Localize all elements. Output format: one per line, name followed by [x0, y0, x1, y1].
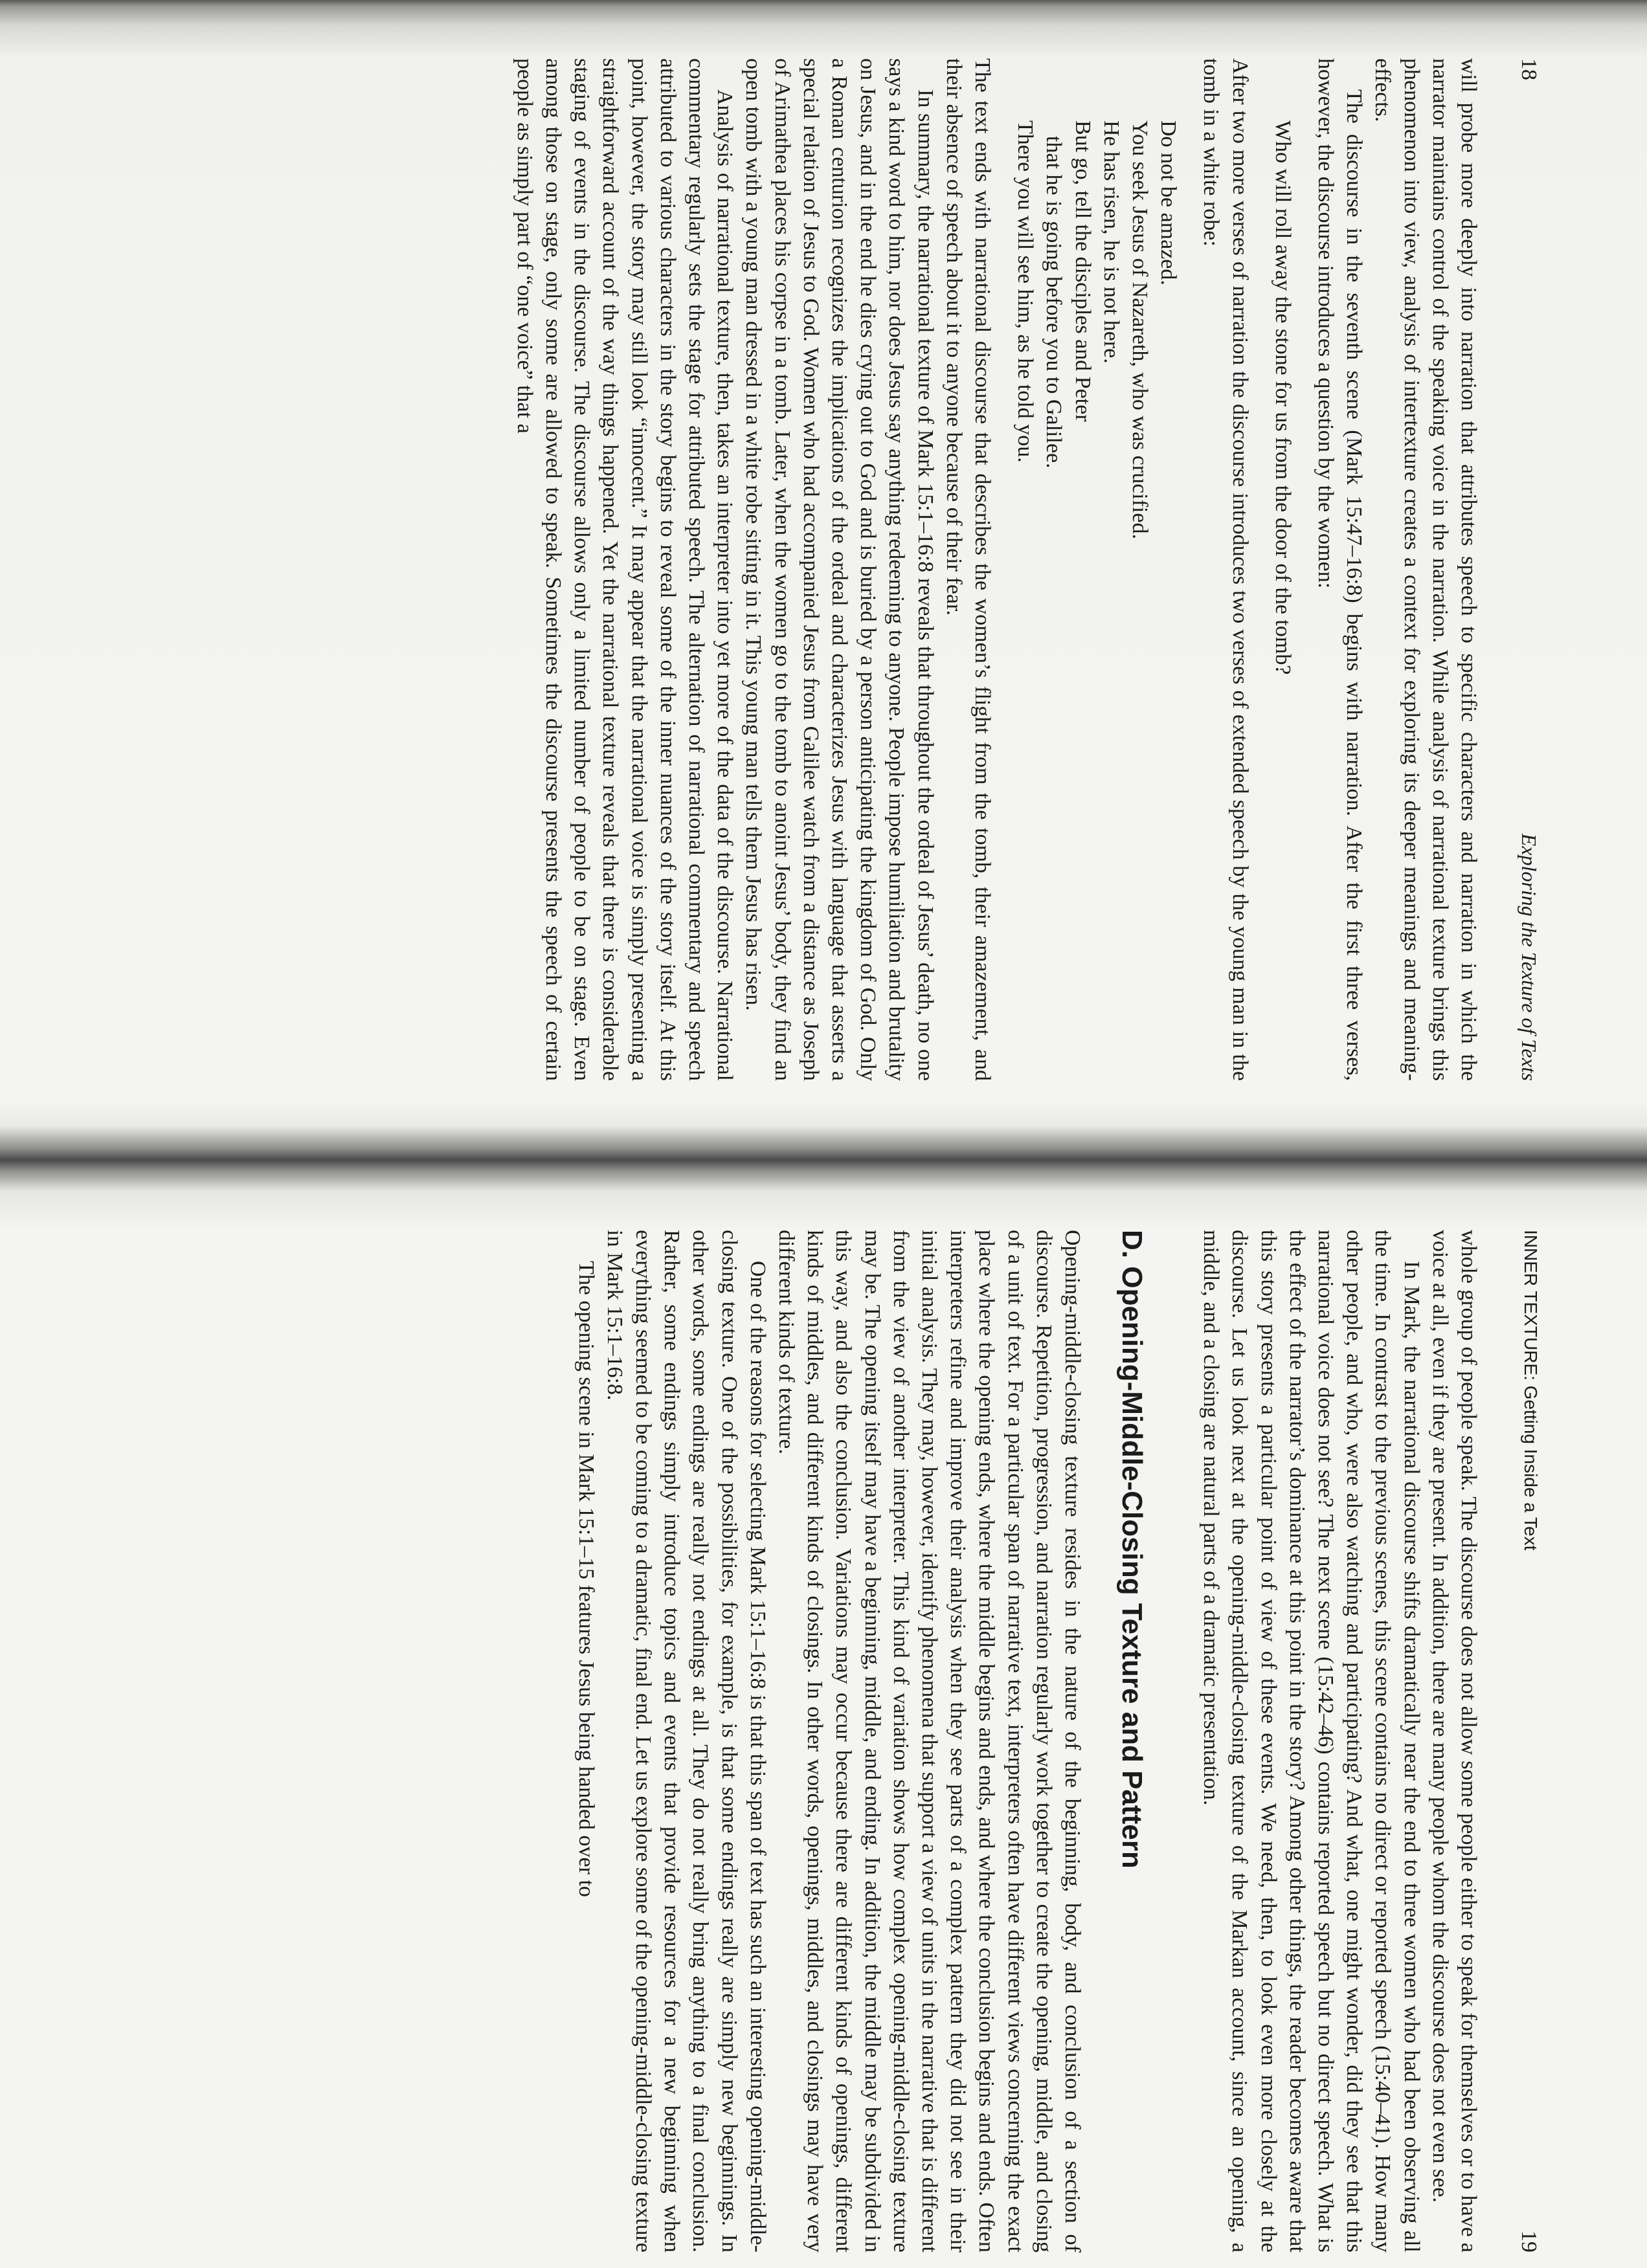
- left-page: [129, 58, 1541, 1081]
- paragraph: Analysis of narrational texture, then, takes an interpreter into yet more of the data of the discourse. Narrational commentary regularly sets the stage for attributed speech. The alternation of narrational commentary and speech attributed to various characters in the story begins to reveal some of the inner nuances of the story itself. At this point, however, the story may still look “innocent.” It may appear that the narrational voice is simply presenting a straightforward account of the way things happened. Yet the narrational texture reveals that there is considerable staging of events in the discourse. The discourse allows only a limited number of people to be on stage. Even among those on stage, only some are allowed to speak. Sometimes the discourse presents the speech of certain people as simply part of “one voice” that a: [512, 58, 737, 1081]
- right-page: [129, 1230, 1541, 2252]
- running-head-title: Exploring the Texture of Texts: [1518, 833, 1541, 1081]
- paragraph: In summary, the narrational texture of Mark 15:1–16:8 reveals that throughout the ordeal of Jesus’ death, no one says a kind word to him, nor does Jesus say anything redeeming to anyone. People impose humiliation and brutality on Jesus, and in the end he dies crying out to God and is buried by a person anticipating the kingdom of God. Only a Roman centurion recognizes the implications of the ordeal and characterizes Jesus with language that asserts a special relation of Jesus to God. Women who had accompanied Jesus from Galilee watch from a distance as Joseph of Arimathea places his corpse in a tomb. Later, when the women go to the tomb to anoint Jesus’ body, they find an open tomb with a young man dressed in a white robe sitting in it. This young man tells them Jesus has risen.: [741, 58, 937, 1081]
- page-body: [510, 58, 1483, 1081]
- running-head-title: INNER TEXTURE: Getting Inside a Text: [1521, 1230, 1541, 1551]
- running-head: [1502, 1230, 1541, 2252]
- paragraph: After two more verses of narration the discourse introduces two verses of extended speech by the young man in the tomb in a white robe:: [1199, 58, 1252, 1081]
- verse-line: But go, tell the disciples and Peter: [1070, 120, 1095, 422]
- verse-quote: [1011, 120, 1182, 1081]
- running-head: [1502, 58, 1541, 1081]
- verse-line: He has risen, he is not here.: [1099, 120, 1123, 364]
- paragraph: whole group of people speak. The discourse does not allow some people either to speak for themselves or to have a voice at all, even if they are present. In addition, there are many people whom the discourse does not even see.: [1428, 1230, 1481, 2252]
- paragraph: Opening-middle-closing texture resides in the nature of the beginning, body, and conclusion of a section of discourse. Repetition, progression, and narration regularly work together to create the opening, middle, and closing of a unit of text. For a particular span of narrative text, interpreters often have different views concerning the exact place where the opening ends, where the middle begins and ends, and where the conclusion begins and ends. Often interpreters refine and improve their analysis when they see parts of a complex pattern they did not see in their initial analysis. They may, however, identify phenomena that support a view of units in the narrative that is different from the view of another interpreter. This kind of variation shows how complex opening-middle-closing texture may be. The opening itself may have a beginning, middle, and ending. In addition, the middle may be subdivided in this way, and also the conclusion. Variations may occur because there are different kinds of openings, different kinds of middles, and different kinds of closings. In other words, openings, middles, and closings may have very different kinds of texture.: [774, 1230, 1084, 2252]
- paragraph: In Mark, the narrational discourse shifts dramatically near the end to three women who had been observing all the time. In contrast to the previous scenes, this scene contains no direct or reported speech (15:40–41). How many other people, and who, were also watching and participating? And what, one might wonder, did they see that this narrational voice does not see? The next scene (15:42–46) contains reported speech but no direct speech. What is the effect of the narrator’s dominance at this point in the story? Among other things, the reader becomes aware that this story presents a particular point of view of these events. We need, then, to look even more closely at the discourse. Let us look next at the opening-middle-closing texture of the Markan account, since an opening, a middle, and a closing are natural parts of a dramatic presentation.: [1199, 1230, 1424, 2252]
- paragraph: will probe more deeply into narration that attributes speech to specific characters and narration in which the narrator maintains control of the speaking voice in the narration. While analysis of narrational texture brings this phenomenon into view, analysis of intertexture creates a context for exploring its deeper meanings and meaning-effects.: [1371, 58, 1481, 1081]
- verse-line: Do not be amazed.: [1156, 120, 1181, 285]
- page-number: 19: [1517, 2230, 1541, 2252]
- paragraph: The discourse in the seventh scene (Mark 15:47–16:8) begins with narration. After the first three verses, however, the discourse introduces a question by the women:: [1313, 58, 1367, 1081]
- paragraph: One of the reasons for selecting Mark 15:1–16:8 is that this span of text has such an interesting opening-middle-closing texture. One of the possibilities, for example, is that some endings really are simply new beginnings. In other words, some endings are really not endings at all. They do not really bring anything to a final conclusion. Rather, some endings simply introduce topics and events that provide resources for a new beginning when everything seemed to be coming to a dramatic, final end. Let us explore some of the opening-middle-closing texture in Mark 15:1–16:8.: [602, 1230, 770, 2252]
- paragraph: The opening scene in Mark 15:1–15 features Jesus being handed over to: [574, 1261, 598, 1897]
- block-quote: Who will roll away the stone for us from the door of the tomb?: [1270, 120, 1295, 675]
- page-number: 18: [1517, 58, 1541, 80]
- paragraph: The text ends with narrational discourse that describes the women’s flight from the tomb, their amazement, and their absence of speech about it to anyone because of their fear.: [941, 58, 994, 1081]
- verse-line: You seek Jesus of Nazareth, who was crucified.: [1127, 120, 1152, 540]
- verse-line: There you will see him, as he told you.: [1013, 120, 1038, 463]
- verse-line: that he is going before you to Galilee.: [1042, 136, 1066, 469]
- section-heading: D. Opening-Middle-Closing Texture and Pattern: [1115, 1230, 1148, 1869]
- page-body: [571, 1230, 1483, 2252]
